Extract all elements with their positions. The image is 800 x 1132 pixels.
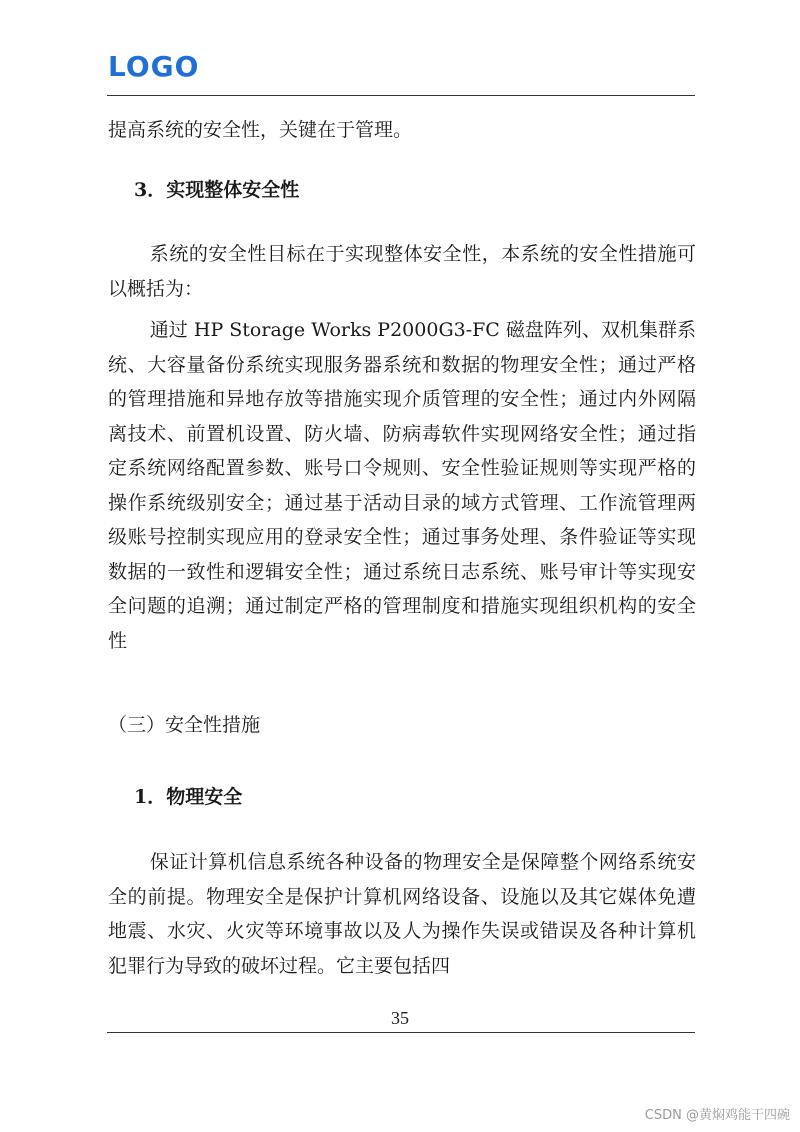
paragraph-physical-security: 保证计算机信息系统各种设备的物理安全是保障整个网络系统安全的前提。物理安全是保护计算机网络设备、设施以及其它媒体免遭地震、水灾、火灾等环境事故以及人为操作失误或错误及各种计算机犯罪行为导致的破坏过程。它主要包括四 <box>108 851 696 977</box>
footer-rule <box>107 1032 695 1033</box>
heading-overall-security: 3．实现整体安全性 <box>134 179 300 201</box>
watermark: CSDN @黄焖鸡能干四碗 <box>644 1108 790 1123</box>
paragraph-security-goal: 系统的安全性目标在于实现整体安全性，本系统的安全性措施可以概括为： <box>108 243 696 300</box>
paragraph-security-measures: 通过 HP Storage Works P2000G3-FC 磁盘阵列、双机集群系统、大容量备份系统实现服务器系统和数据的物理安全性；通过严格的管理措施和异地存放等措施实现介质管理的安全性；通过内外网隔离技术、前置机设置、防火墙、防病毒软件实现网络安全性；通过指定系统网络配置参数、账号口令规则、安全性验证规则等实现严格的操作系统级别安全；通过基于活动目录的域方式管理、工作流管理两级账号控制实现应用的登录安全性；通过事务处理、条件验证等实现数据的一致性和逻辑安全性；通过系统日志系统、账号审计等实现安全问题的追溯；通过制定严格的管理制度和措施实现组织机构的安全性 <box>108 319 696 652</box>
paragraph-intro: 提高系统的安全性，关键在于管理。 <box>108 119 413 141</box>
header-rule <box>107 95 695 96</box>
logo: LOGO <box>108 50 200 83</box>
page-number: 35 <box>391 1008 409 1028</box>
section-heading: （三）安全性措施 <box>108 714 261 736</box>
heading-physical-security: 1．物理安全 <box>134 786 243 808</box>
